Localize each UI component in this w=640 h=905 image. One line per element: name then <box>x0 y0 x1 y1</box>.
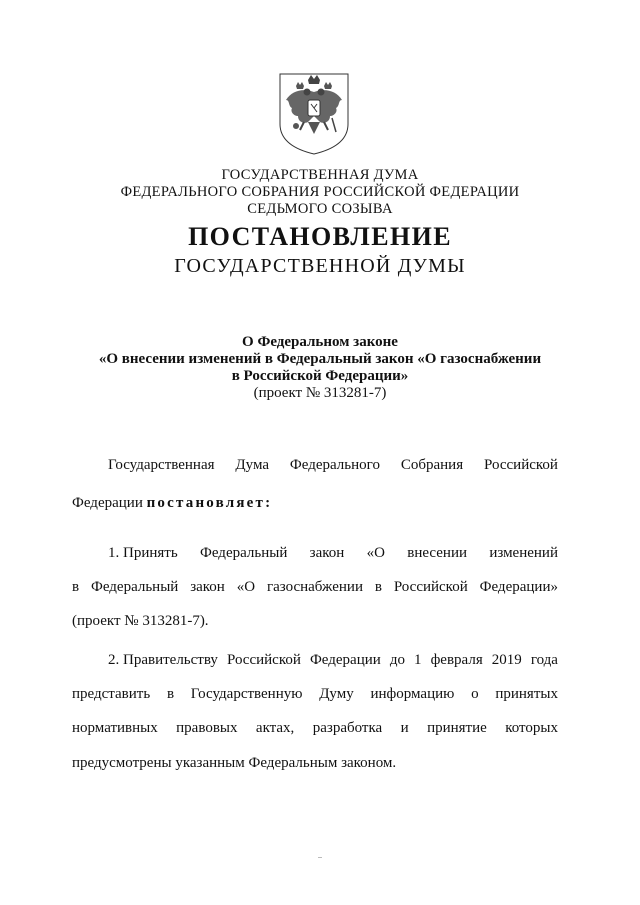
word: Думу <box>319 686 354 702</box>
word: Федеральный <box>90 579 179 595</box>
coat-of-arms-icon <box>274 70 354 156</box>
word: февраля <box>430 652 483 668</box>
header-assembly: ФЕДЕРАЛЬНОГО СОБРАНИЯ РОССИЙСКОЙ ФЕДЕРАЦИИ <box>120 184 520 200</box>
word: 1. Принять <box>108 545 178 561</box>
word: актах, <box>255 720 295 736</box>
document-issuer: ГОСУДАРСТВЕННОЙ ДУМЫ <box>174 255 466 277</box>
header-convocation: СЕДЬМОГО СОЗЫВА <box>247 201 393 217</box>
word: Государственную <box>190 686 303 702</box>
item2-line-1 <box>108 651 558 669</box>
subject-project-number: (проект № 313281-7) <box>253 385 387 401</box>
word: о <box>471 686 479 702</box>
word: которых <box>505 720 558 736</box>
word: изменений <box>489 545 558 561</box>
word: газоснабжении <box>266 579 363 595</box>
item2-line-2 <box>72 685 558 703</box>
word: Собрания <box>400 457 464 473</box>
word: Федерального <box>289 457 380 473</box>
word: закон <box>190 579 225 595</box>
subject-line-2: «О внесении изменений в Федеральный закон «О газоснабжении <box>98 351 542 367</box>
word: правовых <box>176 720 238 736</box>
word: до <box>389 652 405 668</box>
word: Федерации» <box>479 579 558 595</box>
word: внесении <box>407 545 468 561</box>
word: закон <box>309 545 345 561</box>
word: 2. Правительству <box>108 652 218 668</box>
word: нормативных <box>72 720 158 736</box>
item1-line-2 <box>72 578 558 596</box>
word: и <box>400 720 409 736</box>
header-chamber: ГОСУДАРСТВЕННАЯ ДУМА <box>221 167 419 183</box>
intro-resolves: постановляет: <box>146 495 273 511</box>
word: Федеральный <box>200 545 288 561</box>
word: разработка <box>312 720 383 736</box>
item2-line-3 <box>72 719 558 737</box>
word: принятие <box>427 720 487 736</box>
word: представить <box>72 686 151 702</box>
word: Российской <box>484 457 558 473</box>
word: в <box>72 579 80 595</box>
word: «О <box>366 545 385 561</box>
word: Государственная <box>108 457 215 473</box>
word: в <box>374 579 382 595</box>
item1-line-1 <box>108 544 558 562</box>
word: принятых <box>495 686 558 702</box>
item2-line-4: предусмотрены указанным Федеральным законом. <box>72 755 397 771</box>
word: информацию <box>370 686 455 702</box>
item1-line-3: (проект № 313281-7). <box>72 613 209 629</box>
scan-mark <box>318 857 322 858</box>
word: Российской <box>393 579 468 595</box>
intro-federation: Федерации <box>72 495 147 511</box>
intro-line-1 <box>108 456 558 474</box>
word: года <box>530 652 558 668</box>
word: в <box>166 686 175 702</box>
document-type: ПОСТАНОВЛЕНИЕ <box>188 222 452 251</box>
word: Российской <box>226 652 301 668</box>
word: Федерации <box>309 652 381 668</box>
subject-line-3: в Российской Федерации» <box>231 368 409 384</box>
subject-line-1: О Федеральном законе <box>242 334 398 350</box>
word: «О <box>236 579 256 595</box>
intro-line-2 <box>72 494 272 512</box>
word: 1 <box>414 652 422 668</box>
word: 2019 <box>491 652 522 668</box>
word: Дума <box>235 457 270 473</box>
